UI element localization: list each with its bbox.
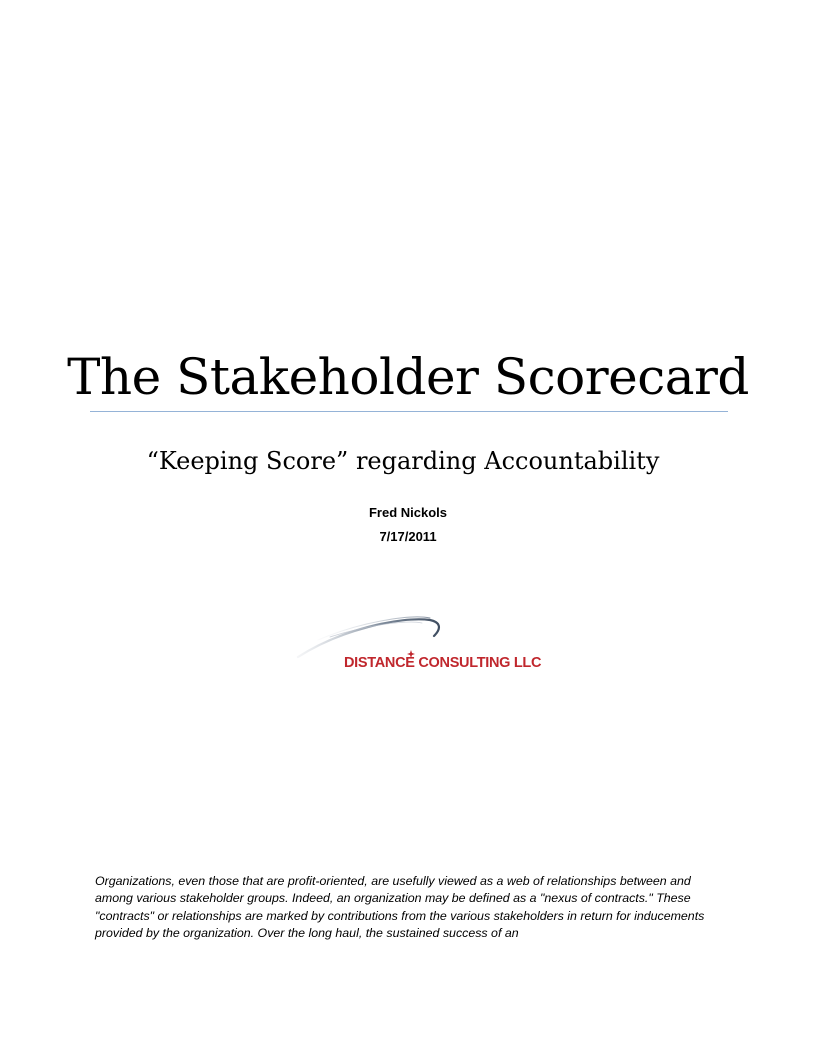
document-subtitle: “Keeping Score” regarding Accountability bbox=[146, 447, 660, 475]
company-logo bbox=[290, 610, 542, 680]
document-date: 7/17/2011 bbox=[379, 529, 437, 544]
document-title: The Stakeholder Scorecard bbox=[67, 348, 749, 406]
author-name: Fred Nickols bbox=[368, 505, 448, 520]
title-underline-rule bbox=[90, 411, 728, 412]
swoosh-star-logo-icon bbox=[290, 610, 530, 660]
logo-text: DISTANCE CONSULTING LLC bbox=[344, 655, 542, 671]
abstract-paragraph: Organizations, even those that are profit-oriented, are usefully viewed as a web of relationships between and among various stakeholder groups. Indeed, an organization may be defined as a "nexus of contracts." These "contracts" or relationships are marked by contributions from the various stakeholders in return for inducements provided by the organization. Over the long haul, the sustained success of an bbox=[95, 874, 705, 941]
